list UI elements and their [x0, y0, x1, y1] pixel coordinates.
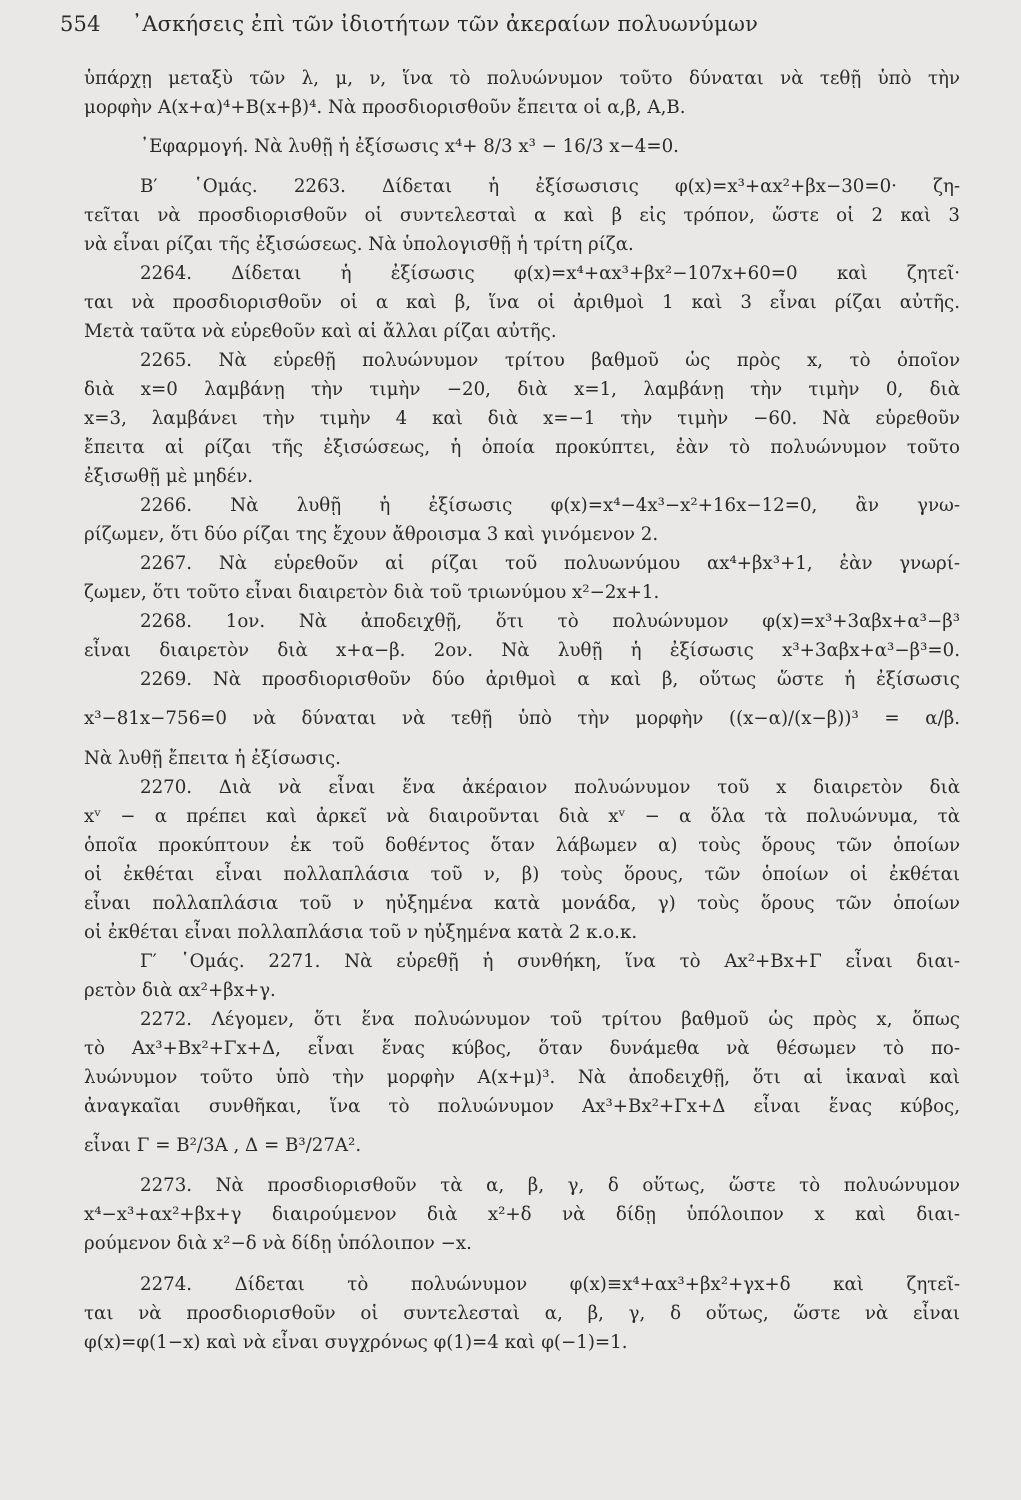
text-line: τὸ Ax³+Bx²+Γx+Δ, εἶναι ἕνας κύβος, ὅταν δυνάμεθα νὰ θέσωμεν τὸ πο- [84, 1038, 960, 1059]
text-line: 2265. Νὰ εὑρεθῇ πολυώνυμον τρίτου βαθμοῦ ὡς πρὸς x, τὸ ὁποῖον [140, 350, 960, 371]
text-line: 2266. Νὰ λυθῇ ἡ ἐξίσωσις φ(x)=x⁴−4x³−x²+16x−12=0, ἂν γνω- [140, 495, 960, 516]
text-line: οἱ ἐκθέται εἶναι πολλαπλάσια τοῦ ν, β) τοὺς ὅρους, τῶν ὁποίων οἱ ἐκθέται [84, 864, 960, 885]
text-line: ρετὸν διὰ αx²+βx+γ. [84, 980, 276, 1001]
text-line: ρίζωμεν, ὅτι δύο ρίζαι της ἔχουν ἄθροισμα 3 καὶ γινόμενον 2. [84, 524, 659, 545]
text-line: φ(x)=φ(1−x) καὶ νὰ εἶναι συγχρόνως φ(1)=4 καὶ φ(−1)=1. [84, 1332, 628, 1353]
text-line: x=3, λαμβάνει τὴν τιμὴν 4 καὶ διὰ x=−1 τὴν τιμὴν −60. Νὰ εὑρεθοῦν [84, 408, 960, 429]
text-line: 2268. 1ον. Νὰ ἀποδειχθῇ, ὅτι τὸ πολυώνυμον φ(x)=x³+3αβx+α³−β³ [140, 611, 960, 632]
text-line: νὰ εἶναι ρίζαι τῆς ἐξισώσεως. Νὰ ὑπολογισθῇ ἡ τρίτη ρίζα. [84, 234, 634, 255]
text-line: x³−81x−756=0 νὰ δύναται νὰ τεθῇ ὑπὸ τὴν μορφὴν ((x−α)/(x−β))³ = α/β. [84, 708, 960, 729]
text-line: 2264. Δίδεται ἡ ἐξίσωσις φ(x)=x⁴+αx³+βx²−107x+60=0 καὶ ζητεῖ· [140, 263, 960, 284]
running-header [60, 12, 981, 36]
text-line: ὁποῖα προκύπτουν ἐκ τοῦ δοθέντος ὅταν λάβωμεν α) τοὺς ὅρους τῶν ὁποίων [84, 835, 960, 856]
text-line: ζωμεν, ὅτι τοῦτο εἶναι διαιρετὸν διὰ τοῦ τριωνύμου x²−2x+1. [84, 582, 660, 603]
text-line: 2267. Νὰ εὑρεθοῦν αἱ ρίζαι τοῦ πολυωνύμου αx⁴+βx³+1, ἐὰν γνωρί- [140, 553, 960, 574]
text-line: B′ ῾Ομάς. 2263. Δίδεται ἡ ἐξίσωσισις φ(x)=x³+αx²+βx−30=0· ζη- [140, 176, 960, 197]
text-line: τεῖται νὰ προσδιορισθοῦν οἱ συντελεσταὶ α καὶ β εἰς τρόπον, ὥστε οἱ 2 καὶ 3 [84, 205, 960, 226]
text-line: 2273. Νὰ προσδιορισθοῦν τὰ α, β, γ, δ οὕτως, ὥστε τὸ πολυώνυμον [140, 1175, 960, 1196]
text-line: ρούμενον διὰ x²−δ νὰ δίδῃ ὑπόλοιπον −x. [84, 1233, 472, 1254]
text-line: Νὰ λυθῇ ἔπειτα ἡ ἐξίσωσις. [84, 748, 341, 769]
text-line: xᵛ − α πρέπει καὶ ἀρκεῖ νὰ διαιροῦνται διὰ xᵛ − α ὅλα τὰ πολυώνυμα, τὰ [84, 806, 960, 827]
text-line: Γ′ ῾Ομάς. 2271. Νὰ εὑρεθῇ ἡ συνθήκη, ἵνα τὸ Ax²+Bx+Γ εἶναι διαι- [140, 951, 960, 972]
text-line: ται νὰ προσδιορισθοῦν οἱ α καὶ β, ἵνα οἱ ἀριθμοὶ 1 καὶ 3 εἶναι ρίζαι αὐτῆς. [84, 292, 960, 313]
text-line: 2272. Λέγομεν, ὅτι ἕνα πολυώνυμον τοῦ τρίτου βαθμοῦ ὡς πρὸς x, ὅπως [140, 1009, 960, 1030]
text-line: 2270. Διὰ νὰ εἶναι ἕνα ἀκέραιον πολυώνυμον τοῦ x διαιρετὸν διὰ [140, 777, 960, 798]
text-line: λυώνυμον τοῦτο ὑπὸ τὴν μορφὴν A(x+μ)³. Νὰ ἀποδειχθῇ, ὅτι αἱ ἱκαναὶ καὶ [84, 1067, 960, 1088]
text-line: ἐξισωθῇ μὲ μηδέν. [84, 466, 254, 487]
page-body [84, 64, 960, 1357]
text-line: εἶναι Γ = B²/3A , Δ = B³/27A². [84, 1135, 362, 1156]
text-line: x⁴−x³+αx²+βx+γ διαιρούμενον διὰ x²+δ νὰ δίδῃ ὑπόλοιπον x καὶ διαι- [84, 1204, 960, 1225]
text-line: οἱ ἐκθέται εἶναι πολλαπλάσια τοῦ ν ηὐξημένα κατὰ 2 κ.ο.κ. [84, 922, 638, 943]
text-line: ὑπάρχῃ μεταξὺ τῶν λ, μ, ν, ἵνα τὸ πολυώνυμον τοῦτο δύναται νὰ τεθῇ ὑπὸ τὴν [84, 68, 960, 89]
running-title: ᾿Ασκήσεις ἐπὶ τῶν ἰδιοτήτων τῶν ἀκεραίων πολυωνύμων [131, 12, 759, 36]
text-line: 2274. Δίδεται τὸ πολυώνυμον φ(x)≡x⁴+αx³+βx²+γx+δ καὶ ζητεῖ- [140, 1274, 960, 1295]
text-line: διὰ x=0 λαμβάνῃ τὴν τιμὴν −20, διὰ x=1, λαμβάνῃ τὴν τιμὴν 0, διὰ [84, 379, 960, 400]
text-line: μορφὴν A(x+α)⁴+B(x+β)⁴. Νὰ προσδιορισθοῦν ἔπειτα οἱ α,β, A,B. [84, 97, 686, 118]
text-line: εἶναι διαιρετὸν διὰ x+α−β. 2ον. Νὰ λυθῇ ἡ ἐξίσωσις x³+3αβx+α³−β³=0. [84, 640, 960, 661]
text-line: ἀναγκαῖαι συνθῆκαι, ἵνα τὸ πολυώνυμον Ax³+Bx²+Γx+Δ εἶναι ἕνας κύβος, [84, 1096, 960, 1117]
text-line: ᾿Εφαρμογή. Νὰ λυθῇ ἡ ἐξίσωσις x⁴+ 8/3 x³ − 16/3 x−4=0. [140, 136, 679, 157]
text-line: Μετὰ ταῦτα νὰ εὑρεθοῦν καὶ αἱ ἄλλαι ρίζαι αὐτῆς. [84, 321, 557, 342]
text-line: ται νὰ προσδιορισθοῦν οἱ συντελεσταὶ α, β, γ, δ οὕτως, ὥστε νὰ εἶναι [84, 1303, 960, 1324]
text-line: ἔπειτα αἱ ρίζαι τῆς ἐξισώσεως, ἡ ὁποία προκύπτει, ἐὰν τὸ πολυώνυμον τοῦτο [84, 437, 960, 458]
text-line: 2269. Νὰ προσδιορισθοῦν δύο ἀριθμοὶ α καὶ β, οὕτως ὥστε ἡ ἐξίσωσις [140, 669, 960, 690]
page-number: 554 [60, 12, 101, 36]
text-line: εἶναι πολλαπλάσια τοῦ ν ηὐξημένα κατὰ μονάδα, γ) τοὺς ὅρους τῶν ὁποίων [84, 893, 960, 914]
